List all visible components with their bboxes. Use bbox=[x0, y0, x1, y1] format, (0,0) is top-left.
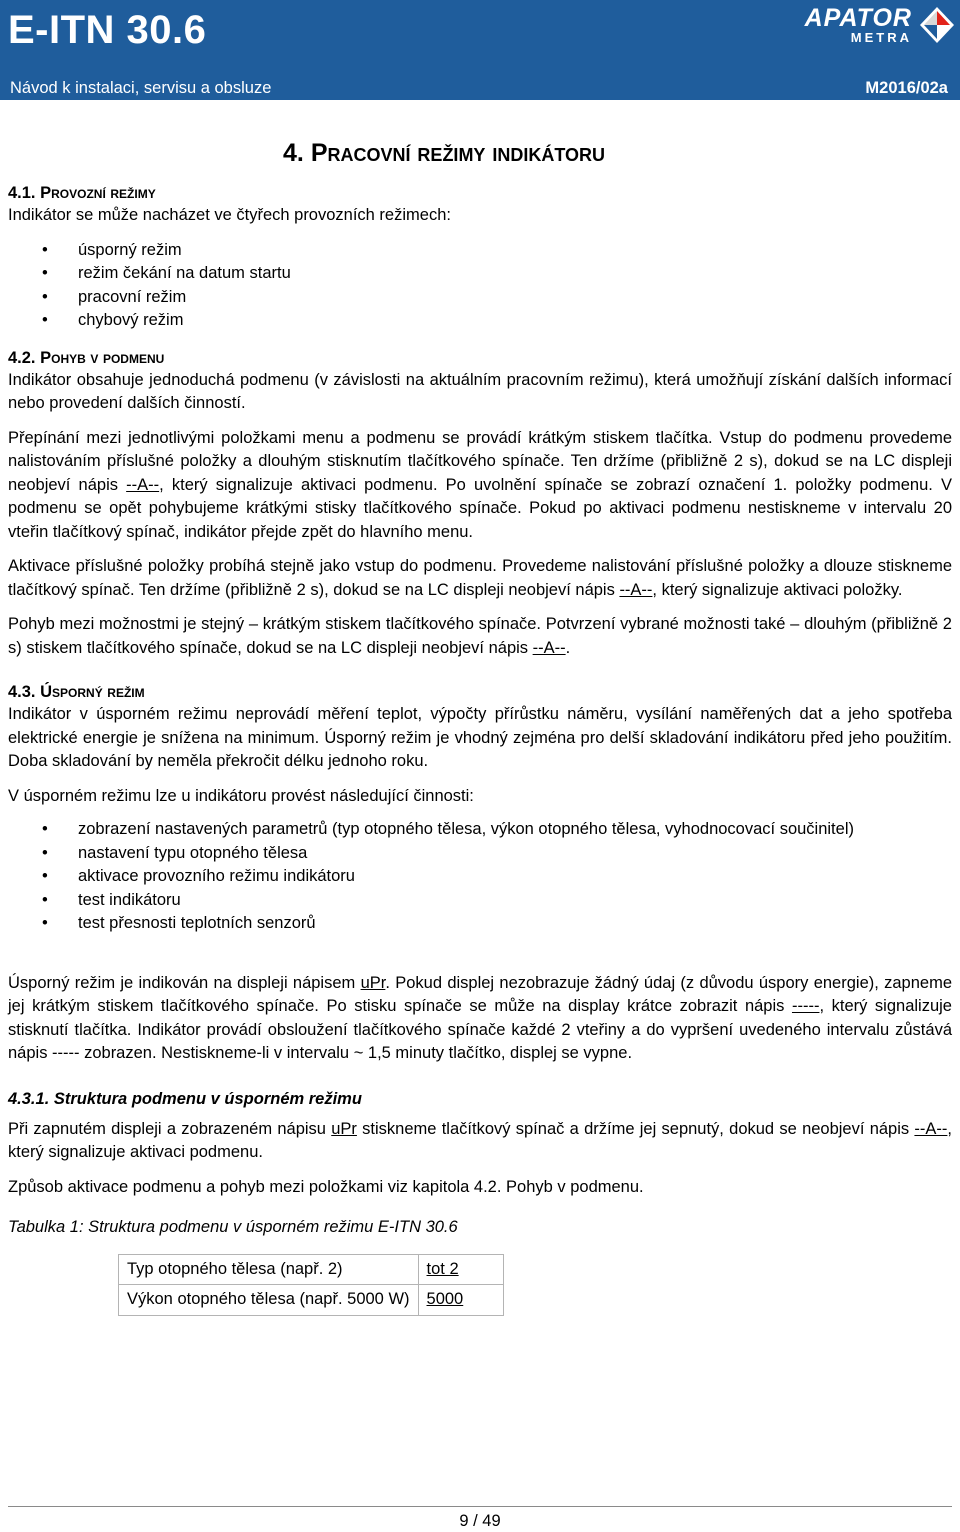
logo-diamond-icon bbox=[918, 5, 956, 45]
section-4-1-heading bbox=[8, 182, 952, 204]
logo-text bbox=[805, 5, 912, 45]
display-code: --A-- bbox=[914, 1119, 948, 1138]
list-item: • režim čekání na datum startu bbox=[8, 262, 952, 286]
section-number: 4.1. bbox=[8, 184, 36, 202]
section-4-3-paragraph-1: Indikátor v úsporném režimu neprovádí měření teplot, výpočty přírůstku náměru, vysílání naměřených dat a jeho spotřeba elektrické energie je snížena na minimum. Úsporný režim je vhodný zejména pro delší skladování indikátoru před jeho použitím. Doba skladování by neměla překročit délku jednoho roku. bbox=[8, 705, 952, 770]
text: Přepínání mezi jednotlivými položkami menu a podmenu se provádí krátkým stiskem tlačítka. Vstup do podmenu provedeme nalistováním příslušné položky a dlouhým stisknutím tlačítkového spínače. Ten držíme (přibližně 2 s), dokud se na LC displeji neobjeví nápis bbox=[8, 428, 952, 494]
section-number: 4.3.1. bbox=[8, 1089, 50, 1108]
submenu-structure-table bbox=[118, 1254, 504, 1316]
table-cell-label: Typ otopného tělesa (např. 2) bbox=[119, 1254, 419, 1285]
list-item: • zobrazení nastavených parametrů (typ otopného tělesa, výkon otopného tělesa, vyhodnocovací součinitel) bbox=[8, 818, 952, 842]
section-4-2-paragraph-1: Indikátor obsahuje jednoduchá podmenu (v závislosti na aktuálním pracovním režimu), která umožňují získání dalších informací nebo provedení dalších činností. bbox=[8, 370, 952, 412]
display-code: --A-- bbox=[619, 580, 653, 599]
list-item: • chybový režim bbox=[8, 309, 952, 333]
list-item: • test indikátoru bbox=[8, 889, 952, 913]
text: Při zapnutém displeji a zobrazeném nápisu bbox=[8, 1119, 332, 1138]
section-title: Struktura podmenu v úsporném režimu bbox=[53, 1089, 362, 1108]
chapter-heading bbox=[283, 138, 952, 168]
logo-apator: APATOR bbox=[804, 4, 912, 32]
chapter-number: 4. bbox=[283, 139, 304, 167]
display-code: uPr bbox=[331, 1119, 357, 1138]
section-4-3-paragraph-3 bbox=[8, 972, 952, 1066]
section-4-2-paragraph-2 bbox=[8, 427, 952, 545]
document-subtitle: Návod k instalaci, servisu a obsluze bbox=[10, 79, 272, 97]
logo-metra: METRA bbox=[850, 30, 912, 45]
page-content bbox=[8, 100, 952, 1316]
text: , který signalizuje aktivaci položky. bbox=[652, 580, 903, 599]
document-code: M2016/02a bbox=[865, 79, 948, 97]
display-code: uPr bbox=[360, 973, 386, 992]
text: Pohyb mezi možnostmi je stejný – krátkým stiskem tlačítkového spínače. Potvrzení vybrané možnosti také – dlouhým (přibližně 2 s) stiskem tlačítkového spínače, dokud se na LC displeji neobjeví nápis bbox=[8, 615, 952, 657]
list-item: • aktivace provozního režimu indikátoru bbox=[8, 865, 952, 889]
section-4-3-1-paragraph-1 bbox=[8, 1118, 952, 1165]
text: , který signalizuje stisknutí tlačítka. Indikátor provádí obsloužení tlačítkového spínače každé 2 vteřiny a do vypršení uvedeného intervalu zůstává nápis ----- zobrazen. Nestiskneme-li v intervalu ~ 1,5 minuty tlačítko, displej se vypne. bbox=[8, 997, 952, 1062]
chapter-title: Pracovní režimy indikátoru bbox=[310, 139, 606, 167]
page-number: 9 / 49 bbox=[459, 1512, 501, 1530]
table-row bbox=[119, 1254, 504, 1285]
section-4-1-intro: Indikátor se může nacházet ve čtyřech provozních režimech: bbox=[8, 206, 451, 224]
footer-divider bbox=[8, 1506, 952, 1507]
text: , který signalizuje aktivaci podmenu. bbox=[8, 1119, 952, 1161]
text: , který signalizuje aktivaci podmenu. Po uvolnění spínače se zobrazí označení 1. položky podmenu. V podmenu se opět pohybujeme krátkými stisky tlačítkového spínače. Pokud po aktivaci podmenu nestiskneme v intervalu 20 vteřin tlačítkový spínač, indikátor přejde zpět do hlavního menu. bbox=[8, 475, 952, 541]
text: Aktivace příslušné položky probíhá stejně jako vstup do podmenu. Provedeme nalistování příslušné položky a dlouze stiskneme tlačítkový spínač. Ten držíme (přibližně 2 s), dokud se na LC displeji neobjeví nápis bbox=[8, 557, 952, 599]
section-4-2-paragraph-3 bbox=[8, 555, 952, 602]
table-cell-value: tot 2 bbox=[418, 1254, 503, 1285]
table-cell-value: 5000 bbox=[418, 1285, 503, 1316]
text: . Pokud displej nezobrazuje žádný údaj (z důvodu úspory energie), zapneme jej krátkým stiskem tlačítkového spínače. Po stisku spínače se může na display krátce zobrazit nápis bbox=[8, 973, 952, 1015]
display-code: --A-- bbox=[532, 638, 566, 657]
text: Úsporný režim je indikován na displeji nápisem bbox=[8, 973, 361, 992]
display-code: ----- bbox=[791, 997, 820, 1015]
text: . bbox=[565, 638, 571, 657]
section-title: Úsporný režim bbox=[40, 683, 145, 701]
list-item: • úsporný režim bbox=[8, 239, 952, 263]
table-row bbox=[119, 1285, 504, 1316]
section-number: 4.2. bbox=[8, 348, 36, 367]
section-number: 4.3. bbox=[8, 683, 36, 701]
list-item: • nastavení typu otopného tělesa bbox=[8, 842, 952, 866]
saving-mode-actions-list bbox=[8, 818, 952, 936]
text: stiskneme tlačítkový spínač a držíme jej sepnutý, dokud se neobjeví nápis bbox=[356, 1119, 915, 1138]
section-4-3-1-heading bbox=[8, 1088, 952, 1110]
page-header bbox=[0, 0, 960, 100]
display-code: --A-- bbox=[126, 475, 160, 494]
section-title: Pohyb v podmenu bbox=[40, 348, 165, 367]
apator-metra-logo bbox=[736, 2, 956, 48]
section-4-2-paragraph-4 bbox=[8, 613, 952, 660]
section-4-3-heading bbox=[8, 681, 952, 703]
section-4-2-heading bbox=[8, 347, 952, 369]
table-cell-label: Výkon otopného tělesa (např. 5000 W) bbox=[119, 1285, 419, 1316]
section-title: Provozní režimy bbox=[40, 184, 156, 202]
section-4-3-paragraph-2: V úsporném režimu lze u indikátoru provést následující činnosti: bbox=[8, 786, 474, 805]
list-item: • pracovní režim bbox=[8, 286, 952, 310]
table-caption: Tabulka 1: Struktura podmenu v úsporném režimu E-ITN 30.6 bbox=[8, 1218, 458, 1236]
list-item: • test přesnosti teplotních senzorů bbox=[8, 912, 952, 936]
section-4-3-1-paragraph-2: Způsob aktivace podmenu a pohyb mezi položkami viz kapitola 4.2. Pohyb v podmenu. bbox=[8, 1177, 644, 1196]
operating-modes-list bbox=[8, 239, 952, 333]
document-title: E-ITN 30.6 bbox=[8, 8, 207, 52]
